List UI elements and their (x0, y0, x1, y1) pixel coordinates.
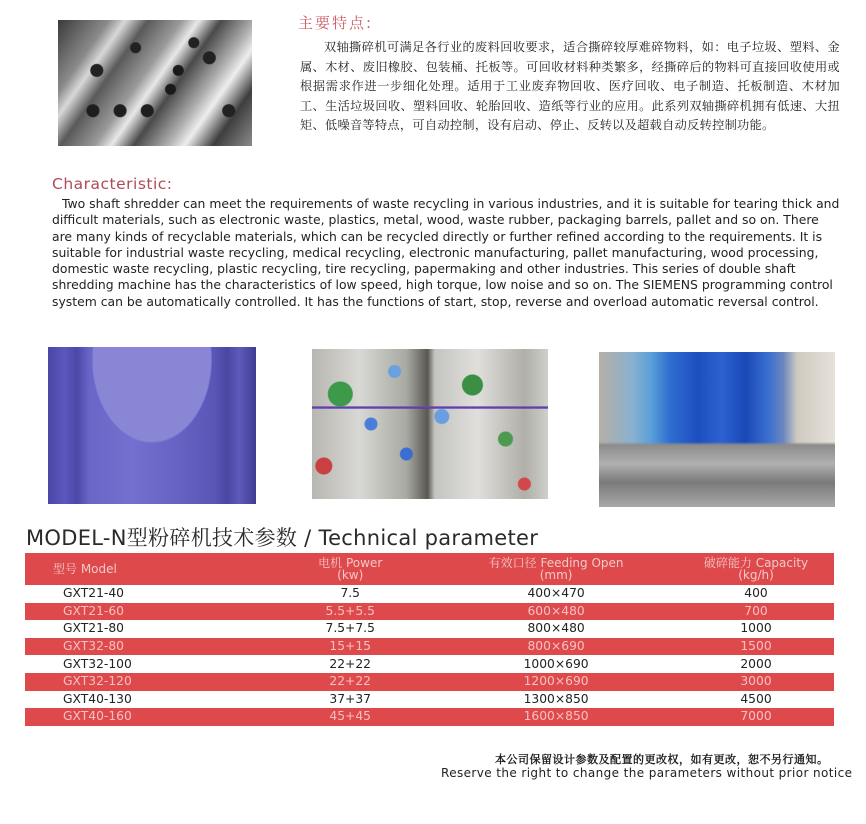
cell-feeding: 1000×690 (523, 656, 589, 671)
table-row (25, 638, 834, 656)
features-zh-body: 双轴撕碎机可满足各行业的废料回收要求，适合撕碎较厚难碎物料，如：电子垃圾、塑料、金属、木材、废旧橡胶、包装桶、托板等。可回收材料种类繁多，经撕碎后的物料可直接回收使用或根据需求作进一步细化处理。适用于工业废弃物回收、医疗回收、电子制造、托板制造、木材加工、生活垃圾回收、塑料回收、轮胎回收、造纸等行业的应用。此系列双轴撕碎机拥有低速、大扭矩、低噪音等特点，可自动控制，设有启动、停止、反转以及超载自动反转控制功能。 (300, 40, 840, 132)
cell-power: 7.5 (340, 586, 360, 601)
header-capacity: 破碎能力 Capacity (kg/h) (678, 553, 834, 585)
cell-feeding: 400×470 (527, 586, 585, 601)
technical-parameter-table (25, 553, 834, 726)
notice-zh: 本公司保留设计参数及配置的更改权，如有更改，恕不另行通知。 (495, 753, 829, 766)
table-row (25, 585, 834, 603)
cell-model: GXT40-130 (63, 691, 132, 706)
cell-feeding: 600×480 (434, 603, 678, 621)
notice-en: Reserve the right to change the parameters without prior notice (441, 766, 853, 780)
cell-capacity: 7000 (678, 708, 834, 726)
shredder-blades-photo (58, 20, 252, 146)
cell-capacity: 700 (678, 603, 834, 621)
cell-feeding: 800×480 (527, 621, 585, 636)
cell-power: 7.5+7.5 (325, 621, 375, 636)
cell-model: GXT21-40 (63, 586, 124, 601)
cell-model: GXT32-80 (25, 638, 266, 656)
cell-capacity: 2000 (740, 656, 772, 671)
cell-model: GXT40-160 (25, 708, 266, 726)
header-power: 电机 Power (kw) (266, 553, 434, 585)
bundled-bags-photo (599, 352, 835, 507)
cell-model: GXT32-100 (63, 656, 132, 671)
cell-feeding: 800×690 (434, 638, 678, 656)
table-row (25, 603, 834, 621)
cell-feeding: 1300×850 (523, 691, 589, 706)
cell-power: 22+22 (329, 656, 372, 671)
header-model: 型号 Model (25, 553, 266, 585)
cell-capacity: 3000 (678, 673, 834, 691)
cell-model: GXT21-80 (63, 621, 124, 636)
cell-capacity: 4500 (740, 691, 772, 706)
cell-power: 22+22 (266, 673, 434, 691)
header-feeding-open: 有效口径 Feeding Open (mm) (434, 553, 678, 585)
table-row (25, 708, 834, 726)
cell-feeding: 1200×690 (434, 673, 678, 691)
cell-power: 37+37 (329, 691, 372, 706)
cell-model: GXT32-120 (25, 673, 266, 691)
cell-capacity: 400 (744, 586, 768, 601)
cell-model: GXT21-60 (25, 603, 266, 621)
table-row (25, 620, 834, 638)
cell-capacity: 1500 (678, 638, 834, 656)
cell-feeding: 1600×850 (434, 708, 678, 726)
plastic-barrels-photo (48, 347, 256, 504)
cell-capacity: 1000 (740, 621, 772, 636)
features-zh-title: 主要特点: (298, 14, 374, 32)
baled-plastics-photo (312, 349, 548, 499)
table-row (25, 691, 834, 709)
cell-power: 5.5+5.5 (266, 603, 434, 621)
features-en-title: Characteristic: (52, 175, 173, 193)
table-row (25, 673, 834, 691)
features-en-body: Two shaft shredder can meet the requirements of waste recycling in various industries, and it is suitable for tearing thick and difficult materials, such as electronic waste, plastics, metal, wood, waste rubber, packaging barrels, pallet and so on. There are many kinds of recyclable materials, which can be recycled directly or further refined according to the requirements. It is suitable for industrial waste recycling, medical recycling, electronic manufacturing, pallet manufacturing, wood processing, domestic waste recycling, plastic recycling, tire recycling, papermaking and other industries. This series of double shaft shredding machine has the characteristics of low speed, high torque, low noise and so on. The SIEMENS programming control system can be automatically controlled. It has the functions of start, stop, reverse and overload automatic reversal control. (52, 196, 840, 309)
technical-parameter-title: MODEL-N型粉碎机技术参数 / Technical parameter (26, 526, 539, 550)
cell-power: 15+15 (266, 638, 434, 656)
table-header-row (25, 553, 834, 585)
cell-power: 45+45 (266, 708, 434, 726)
table-row (25, 655, 834, 673)
